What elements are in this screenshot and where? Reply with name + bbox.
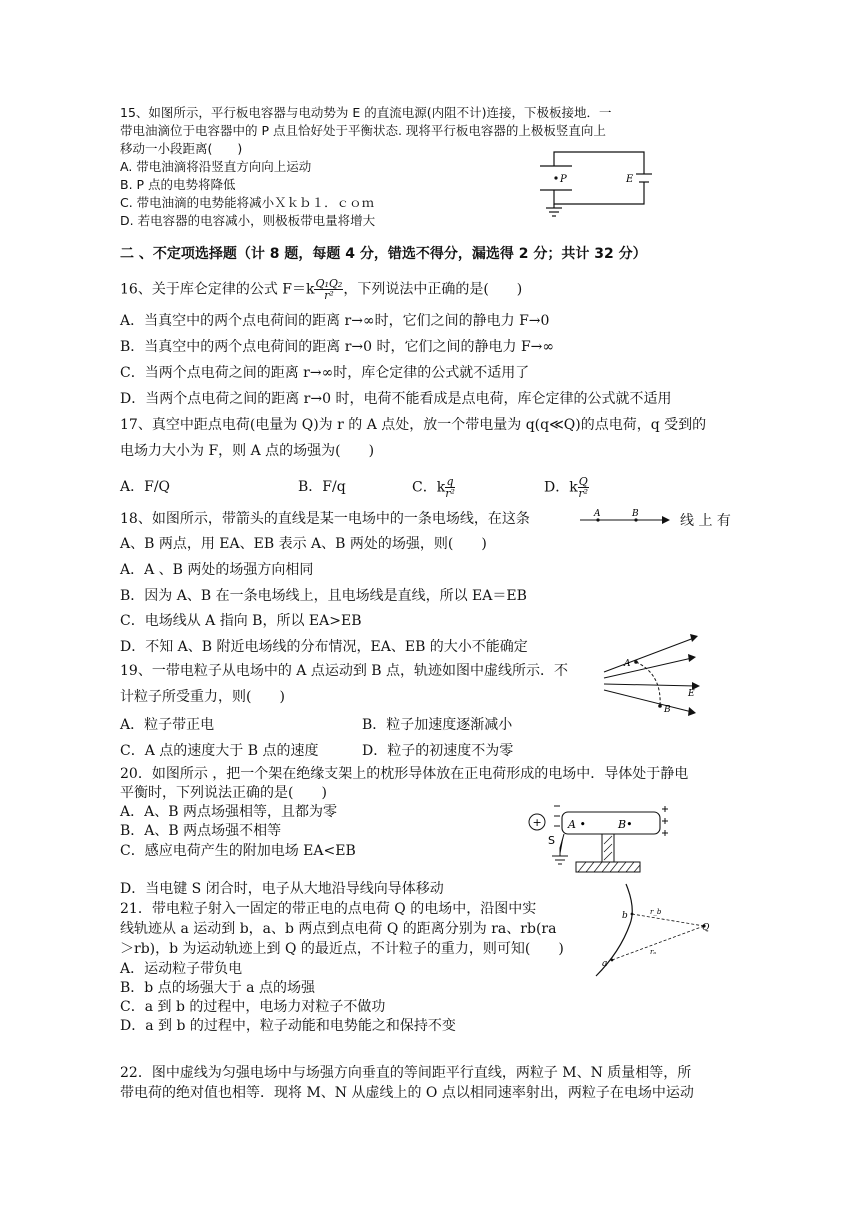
- q19-option-d: D．粒子的初速度不为零: [362, 743, 514, 759]
- q21-label-q: Q: [702, 923, 710, 933]
- q17-option-b: B．F/q: [298, 479, 346, 495]
- q16-formula-fraction: [314, 278, 343, 301]
- q20-label-a: A •: [568, 818, 586, 831]
- q18-stem-line-1: 18、如图所示，带箭头的直线是某一电场中的一条电场线，在这条: [120, 511, 530, 527]
- q16-stem: [120, 278, 522, 301]
- q17-option-d-fraction: [578, 476, 589, 499]
- q21-stem-line-3: ＞rb)，b 为运动轨迹上到 Q 的最近点，不计粒子的重力，则可知( ): [120, 941, 564, 957]
- q16-fraction-denominator: r²: [324, 289, 334, 302]
- q19-stem-line-2: 计粒子所受重力，则( ): [120, 689, 285, 705]
- q15-option-a: A. 带电油滴将沿竖直方向向上运动: [120, 159, 312, 174]
- q19-label-a: A: [624, 659, 631, 669]
- q19-option-c: C．A 点的速度大于 B 点的速度: [120, 743, 319, 759]
- q18-option-c: C．电场线从 A 指向 B，所以 EA>EB: [120, 613, 362, 629]
- q17-c-denominator: r²: [445, 487, 455, 500]
- section-2-header: 二 、不定项选择题（计 8 题，每题 4 分，错选不得分，漏选得 2 分；共计 32 分）: [120, 246, 647, 262]
- q17-option-c-prefix: C．k: [412, 479, 446, 496]
- q20-option-d: D．当电键 S 闭合时，电子从大地沿导线向导体移动: [120, 881, 444, 897]
- q15-stem-line-1: 15、如图所示，平行板电容器与电动势为 E 的直流电源(内阻不计)连接，下极板接地．一: [120, 105, 612, 120]
- q18-label-a: A: [594, 509, 601, 519]
- q15-option-b: B. P 点的电势将降低: [120, 177, 236, 192]
- q22-stem-line-1: 22．图中虚线为匀强电场中与场强方向垂直的等间距平行直线，两粒子 M、N 质量相等，所: [120, 1065, 692, 1081]
- q21-option-b: B．b 点的场强大于 a 点的场强: [120, 980, 315, 996]
- q18-stem-line-2: A、B 两点，用 EA、EB 表示 A、B 两处的场强，则( ): [120, 536, 487, 552]
- q18-option-d: D．不知 A、B 附近电场线的分布情况，EA、EB 的大小不能确定: [120, 639, 528, 655]
- q17-stem-line-1: 17、真空中距点电荷(电量为 Q)为 r 的 A 点处，放一个带电量为 q(q≪Q)的点电荷，q 受到的: [120, 417, 707, 433]
- q18-option-a: A．A 、B 两处的场强方向相同: [120, 562, 314, 578]
- q20-switch-label: S: [548, 834, 555, 847]
- q17-option-a: A．F/Q: [120, 479, 171, 495]
- q15-option-c: C. 带电油滴的电势能将减小Ｘｋｂ１．ｃｏｍ: [120, 195, 375, 210]
- q21-trajectory-figure: [590, 880, 720, 980]
- q21-label-ra: rₐ: [650, 948, 656, 956]
- q20-option-c: C．感应电荷产生的附加电场 EA<EB: [120, 843, 356, 859]
- q16-stem-post: ，下列说法中正确的是( ): [343, 281, 523, 298]
- q20-positive-charge-label: +: [532, 816, 542, 829]
- q21-label-a: a: [602, 959, 608, 969]
- q19-option-a: A．粒子带正电: [120, 717, 215, 733]
- q20-stem-line-1: 20．如图所示 ，把一个架在绝缘支架上的枕形导体放在正电荷形成的电场中．导体处于静电: [120, 766, 689, 782]
- q15-option-d: D. 若电容器的电容减小，则极板带电量将增大: [120, 213, 376, 228]
- q15-p-dot: [554, 176, 557, 179]
- q17-option-c-fraction: [445, 476, 455, 499]
- q15-capacitor-circuit-figure: [536, 144, 666, 220]
- q21-option-d: D．a 到 b 的过程中，粒子动能和电势能之和保持不变: [120, 1018, 456, 1034]
- q18-field-line-figure: [578, 506, 670, 528]
- q17-stem-line-2: 电场力大小为 F，则 A 点的场强为( ): [120, 443, 375, 459]
- q17-option-d: [544, 476, 589, 499]
- q16-option-d: D．当两个点电荷之间的距离 r→0 时，电荷不能看成是点电荷，库仑定律的公式就不适用: [120, 391, 672, 407]
- q16-option-b: B．当真空中的两个点电荷间的距离 r→0 时，它们之间的静电力 F→∞: [120, 339, 555, 355]
- q19-stem-line-1: 19、一带电粒子从电场中的 A 点运动到 B 点，轨迹如图中虚线所示．不: [120, 663, 569, 679]
- q17-option-d-prefix: D．k: [544, 479, 578, 496]
- q17-c-numerator: q: [446, 475, 454, 488]
- q21-label-rb: r_b: [650, 908, 662, 916]
- q19-label-b: B: [664, 705, 671, 715]
- q17-option-c: [412, 476, 455, 499]
- q21-option-a: A．运动粒子带负电: [120, 961, 243, 977]
- q20-pillow-conductor-figure: [524, 800, 674, 882]
- q21-stem-line-2: 线轨迹从 a 运动到 b，a、b 两点到点电荷 Q 的距离分别为 ra、rb(ra: [120, 921, 557, 937]
- q18-option-b: B．因为 A、B 在一条电场线上，且电场线是直线，所以 EA＝EB: [120, 588, 527, 604]
- q15-p-label: P: [560, 174, 567, 185]
- q15-stem-line-2: 带电油滴位于电容器中的 P 点且恰好处于平衡状态. 现将平行板电容器的上极板竖直向上: [120, 123, 606, 138]
- q17-d-numerator: Q: [578, 475, 588, 488]
- q16-option-a: A．当真空中的两个点电荷间的距离 r→∞时，它们之间的静电力 F→0: [120, 313, 550, 329]
- q20-option-b: B．A、B 两点场强不相等: [120, 823, 282, 839]
- q18-stem-line-1-tail: 线 上 有: [680, 513, 731, 529]
- q20-label-b: B•: [618, 818, 633, 831]
- q19-field-lines-figure: [596, 630, 706, 722]
- q16-option-c: C．当两个点电荷之间的距离 r→∞时，库仑定律的公式就不适用了: [120, 365, 530, 381]
- q21-option-c: C．a 到 b 的过程中，电场力对粒子不做功: [120, 999, 386, 1015]
- q20-stem-line-2: 平衡时，下列说法正确的是( ): [120, 785, 327, 801]
- q17-d-denominator: r²: [578, 487, 589, 500]
- q16-fraction-numerator: Q₁Q₂: [315, 277, 343, 290]
- q20-option-a: A．A、B 两点场强相等，且都为零: [120, 804, 337, 820]
- q21-stem-line-1: 21．带电粒子射入一固定的带正电的点电荷 Q 的电场中，沿图中实: [120, 901, 537, 917]
- q22-stem-line-2: 带电荷的绝对值也相等．现将 M、N 从虚线上的 O 点以相同速率射出，两粒子在电场中运动: [120, 1085, 694, 1101]
- q15-stem-line-3: 移动一小段距离( ): [120, 141, 243, 156]
- q15-e-label: E: [626, 174, 634, 185]
- q19-label-e: E: [688, 689, 695, 699]
- q16-stem-pre: 16、关于库仑定律的公式 F＝k: [120, 281, 315, 298]
- q21-label-b: b: [622, 911, 628, 921]
- q19-option-b: B．粒子加速度逐渐减小: [362, 717, 513, 733]
- q18-label-b: B: [632, 509, 639, 519]
